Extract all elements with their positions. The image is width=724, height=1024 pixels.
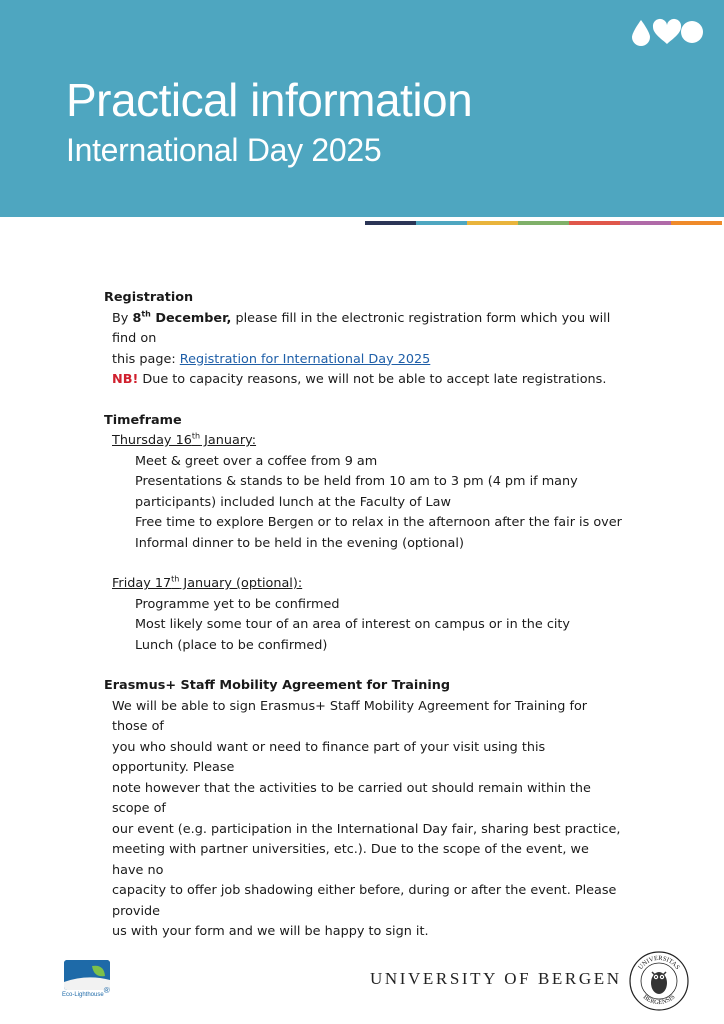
stripe [569,221,620,225]
list-item: Free time to explore Bergen or to relax in the afternoon after the fair is over [135,515,622,530]
registration-text [112,309,624,350]
registration-link-line [112,350,624,371]
erasmus-heading: Erasmus+ Staff Mobility Agreement for Training [104,678,451,693]
uib-symbol-icon [630,18,704,46]
spacer [104,554,624,574]
color-stripes [365,221,722,225]
day-month: January: [200,433,257,448]
eco-reg-mark: ® [103,986,110,995]
day-heading-thursday [112,431,624,452]
timeframe-heading: Timeframe [104,412,182,428]
eco-lighthouse-label [62,986,110,998]
stripe [671,221,722,225]
list-item: Informal dinner to be held in the evening (optional) [135,535,464,551]
page-subtitle: International Day 2025 [66,132,382,168]
nb-text: Due to capacity reasons, we will not be able to accept late registrations. [138,372,607,387]
registration-by: By [112,310,129,326]
date-month: December, [150,310,232,326]
date-suffix: th [141,309,151,319]
day-month: January (optional): [179,576,303,591]
erasmus-line: note however that the activities to be carried out should remain within the scope of [112,780,591,816]
nb-line [112,370,624,391]
erasmus-line: our event (e.g. participation in the International Day fair, sharing best practice, [112,821,621,837]
spacer [104,391,624,411]
stripe [467,221,518,225]
spacer [104,656,624,676]
erasmus-line: We will be able to sign Erasmus+ Staff Mobility Agreement for Training for those of [112,698,588,734]
list-item: participants) included lunch at the Faculty of Law [135,494,451,510]
registration-text-1: please fill in the electronic registration form which you will find on [112,310,611,346]
registration-link[interactable]: Registration for International Day 2025 [179,351,431,367]
day-suffix: th [171,574,180,584]
erasmus-line: us with your form and we will be happy to sign it. [112,924,429,939]
day-heading-friday [112,574,624,595]
registration-date [132,311,231,326]
svg-text:BERGENSIS: BERGENSIS [641,993,677,1007]
list-item: Lunch (place to be confirmed) [135,637,328,653]
stripe [620,221,671,225]
day-text: Thursday 16 [112,433,192,448]
day-text: Friday 17 [112,576,172,591]
day-suffix: th [191,431,201,441]
stripe [518,221,569,225]
header-banner [0,0,724,217]
erasmus-line: you who should want or need to finance part of your visit using this opportunity. Please [112,739,546,775]
page-title: Practical information [66,74,473,126]
eco-lighthouse-logo [64,960,112,1004]
university-name: UNIVERSITY OF BERGEN [370,969,622,988]
erasmus-line: meeting with partner universities, etc.). Due to the scope of the event, we have no [112,842,589,878]
stripe [365,221,416,225]
eco-label-text: Eco-Lighthouse [62,992,104,998]
nb-label: NB! [112,372,139,387]
list-item: Meet & greet over a coffee from 9 am [135,453,378,469]
university-seal-icon [628,950,690,1012]
registration-text-2: this page: [112,351,180,367]
document-body [104,288,624,943]
list-item: Programme yet to be confirmed [135,596,340,612]
stripe [416,221,467,225]
svg-text:UNIVERSITAS: UNIVERSITAS [637,954,681,972]
erasmus-line: capacity to offer job shadowing either before, during or after the event. Please provide [112,883,617,919]
date-day: 8 [132,310,142,326]
list-item: Most likely some tour of an area of interest on campus or in the city [135,617,571,632]
list-item: Presentations & stands to be held from 10 am to 3 pm (4 pm if many [135,474,578,489]
registration-heading: Registration [104,290,194,305]
